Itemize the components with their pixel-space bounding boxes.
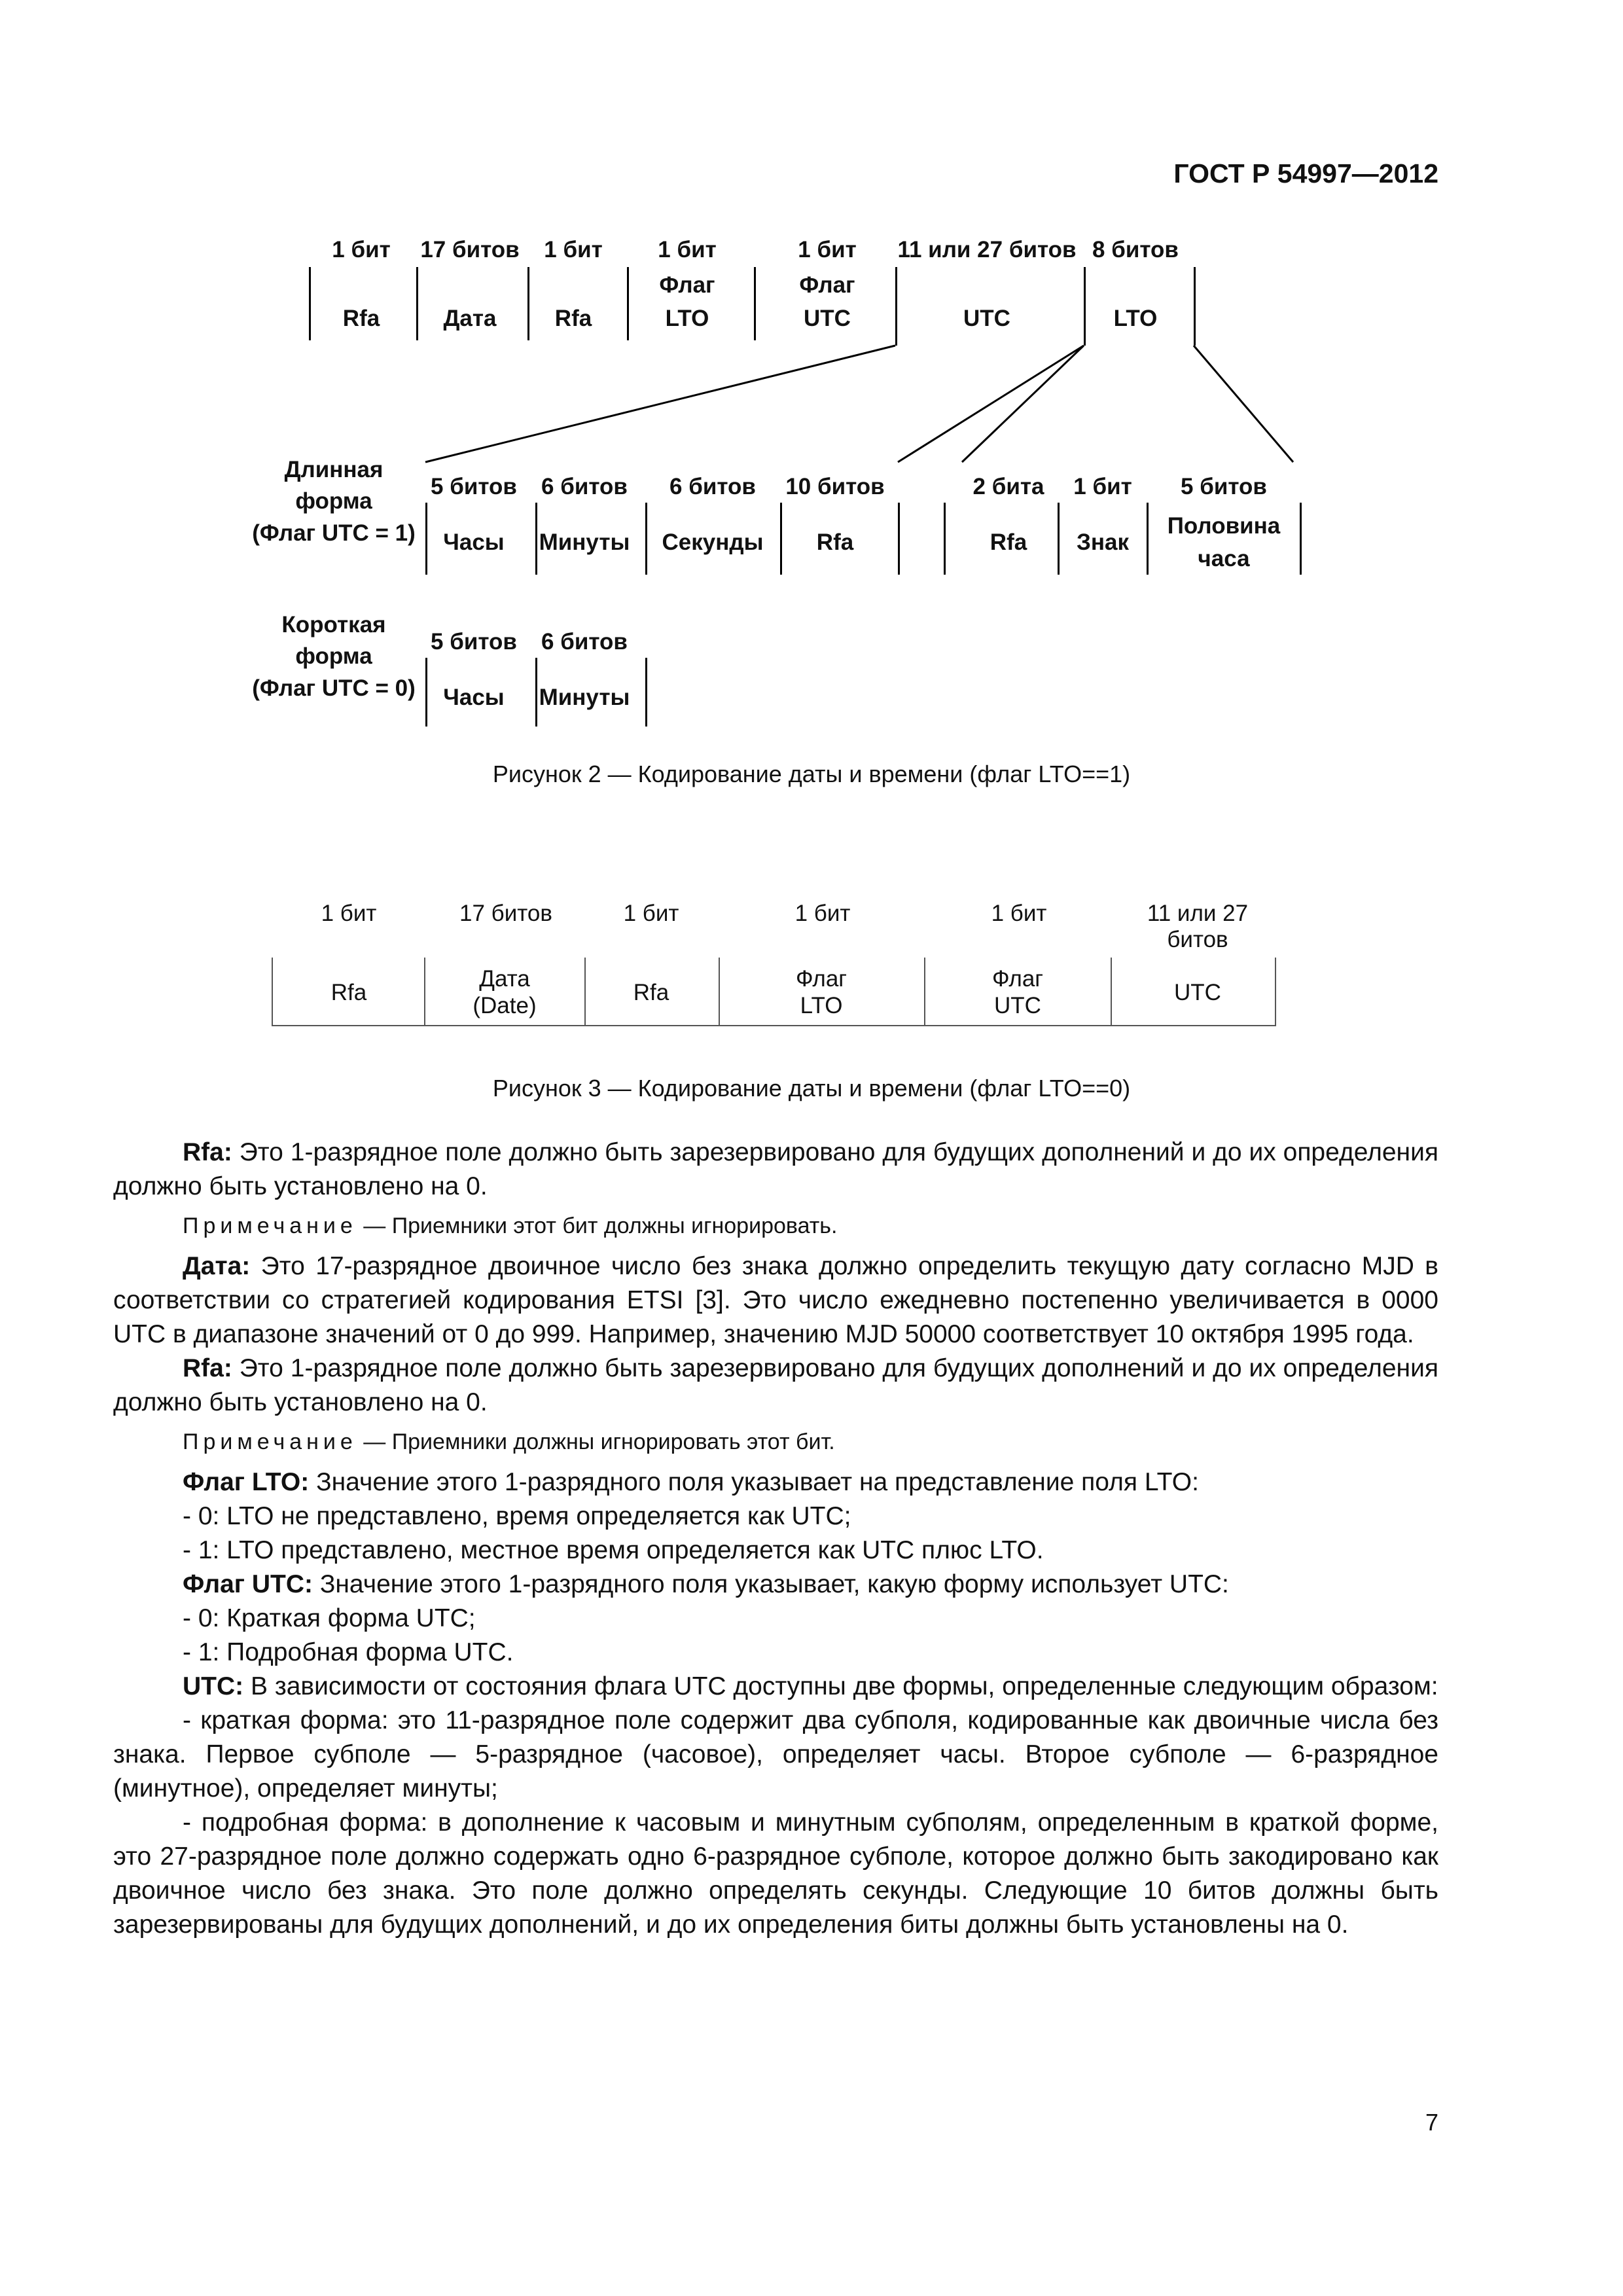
list-item: - 0: Краткая форма UTC; <box>183 1604 476 1632</box>
field-label: Флаг <box>799 272 855 298</box>
note-text: — Приемники должны игнорировать этот бит. <box>357 1429 835 1454</box>
field-divider <box>1147 503 1149 575</box>
long-form-title: форма <box>295 488 372 514</box>
field-divider <box>944 503 946 575</box>
field-label: UTC <box>994 993 1041 1018</box>
field-divider <box>425 503 427 575</box>
field-label: Минуты <box>539 685 630 710</box>
bits-label: 8 битов <box>1092 237 1179 262</box>
bits-label: 1 бит <box>1073 474 1132 499</box>
note-1 <box>113 1209 1438 1243</box>
body-text <box>113 1136 1438 1942</box>
bits-label: 6 битов <box>541 629 628 655</box>
paragraph-utc <box>113 1670 1438 1704</box>
term-lto-flag: Флаг LTO: <box>183 1468 310 1496</box>
bits-label: 5 битов <box>431 629 517 655</box>
short-form-title: Короткая <box>281 612 386 637</box>
term-utc: UTC: <box>183 1672 244 1700</box>
paragraph-short-form: - краткая форма: это 11-разрядное поле содержит два субполя, кодированные как двоичные числа без знака. Первое субполе — 5-разрядное (часовое), определяет часы. Второе субполе — 6-разрядное (минутное), определяет минуты; <box>113 1706 1438 1803</box>
field-divider <box>645 503 647 575</box>
cell-divider <box>924 958 925 1026</box>
field-divider <box>535 503 537 575</box>
field-label: Rfa <box>990 529 1027 555</box>
field-divider <box>425 658 427 726</box>
paragraph-text: Значение этого 1-разрядного поля указывает на представление поля LTO: <box>309 1468 1199 1496</box>
bits-label: 6 битов <box>541 474 628 499</box>
cell-divider <box>1111 958 1112 1026</box>
note-label: Примечание <box>183 1213 357 1238</box>
field-label: Знак <box>1076 529 1130 555</box>
field-divider <box>1300 503 1302 575</box>
field-label: Rfa <box>330 980 367 1005</box>
field-label: UTC <box>804 306 851 331</box>
figure-2-caption: Рисунок 2 — Кодирование даты и времени (флаг LTO==1) <box>492 761 1131 787</box>
field-divider <box>645 658 647 726</box>
list-item: - 1: LTO представлено, местное время определяется как UTC плюс LTO. <box>183 1536 1044 1564</box>
field-label: LTO <box>800 993 843 1018</box>
field-label: Дата <box>443 306 497 331</box>
field-label: часа <box>1198 546 1250 571</box>
paragraph-text: Это 1-разрядное поле должно быть зарезервировано для будущих дополнений и до их определения должно быть установлено на 0. <box>113 1354 1438 1416</box>
paragraph-rfa-2 <box>113 1352 1438 1420</box>
field-divider <box>535 658 537 726</box>
cell-divider <box>584 958 586 1026</box>
term-rfa: Rfa: <box>183 1138 232 1166</box>
term-rfa: Rfa: <box>183 1354 232 1382</box>
field-label: Флаг <box>659 272 715 298</box>
bits-label: 17 битов <box>420 237 520 262</box>
field-label: Минуты <box>539 529 630 555</box>
field-label: Rfa <box>554 306 592 331</box>
figure-3-table <box>272 958 1276 1026</box>
bits-label: битов <box>1167 927 1228 952</box>
bits-label: 1 бит <box>544 237 603 262</box>
field-label: UTC <box>1174 980 1221 1005</box>
bits-label: 1 бит <box>321 901 377 926</box>
long-form-title: Длинная <box>284 457 383 482</box>
paragraph-long-form: - подробная форма: в дополнение к часовым и минутным субполям, определенным в краткой форме, это 27-разрядное поле должно содержать одно 6-разрядное субполе, которое должно быть закодировано как двоичное число без знака. Это поле должно определять секунды. Следующие 10 битов должны быть зарезервированы для будущих дополнений, и до их определения биты должны быть установлены на 0. <box>113 1808 1438 1939</box>
field-label: Половина <box>1167 513 1281 539</box>
term-date: Дата: <box>183 1252 251 1280</box>
note-label: Примечание <box>183 1429 357 1454</box>
field-label: Флаг <box>991 966 1044 992</box>
field-label: Rfa <box>633 980 669 1005</box>
bits-label: 11 или 27 битов <box>897 237 1077 262</box>
cell-divider <box>424 958 425 1026</box>
paragraph-text: Это 1-разрядное поле должно быть зарезервировано для будущих дополнений и до их определения должно быть установлено на 0. <box>113 1138 1438 1200</box>
bits-label: 11 или 27 <box>1147 901 1249 926</box>
bits-label: 10 битов <box>785 474 885 499</box>
field-label: LTO <box>665 306 709 331</box>
paragraph-utc-flag <box>113 1568 1438 1602</box>
bits-label: 5 битов <box>431 474 517 499</box>
field-label: Часы <box>443 685 505 710</box>
field-label: (Date) <box>473 993 537 1018</box>
bits-label: 1 бит <box>623 901 679 926</box>
bits-label: 1 бит <box>991 901 1047 926</box>
field-divider <box>898 503 900 575</box>
paragraph-lto-flag <box>113 1465 1438 1499</box>
short-form-title: форма <box>295 643 372 669</box>
note-text: — Приемники этот бит должны игнорировать. <box>357 1213 838 1238</box>
field-label: Rfa <box>342 306 380 331</box>
field-label: LTO <box>1113 306 1158 331</box>
bits-label: 17 битов <box>459 901 552 926</box>
document-code: ГОСТ Р 54997—2012 <box>1173 158 1438 188</box>
term-utc-flag: Флаг UTC: <box>183 1570 313 1598</box>
paragraph-text: В зависимости от состояния флага UTC доступны две формы, определенные следующим образом: <box>243 1672 1438 1700</box>
field-label: Дата <box>479 966 530 992</box>
field-label: Флаг <box>795 966 847 992</box>
bits-label: 1 бит <box>332 237 391 262</box>
long-form-title: (Флаг UTC = 1) <box>252 520 416 546</box>
field-label: Rfa <box>816 529 854 555</box>
page-number: 7 <box>1425 2109 1438 2136</box>
field-label: Часы <box>443 529 505 555</box>
paragraph-rfa-1 <box>113 1136 1438 1204</box>
paragraph-date <box>113 1249 1438 1352</box>
bits-label: 6 битов <box>669 474 756 499</box>
paragraph-text: Это 17-разрядное двоичное число без знака должно определить текущую дату согласно MJD в соответствии со стратегией кодирования ETSI [3]. Это число ежедневно постепенно увеличивается в 0000 UTC в диапазоне значений от 0 до 999. Например, значению MJD 50000 соответствует 10 октября 1995 года. <box>113 1252 1438 1348</box>
field-divider <box>780 503 782 575</box>
cell-divider <box>719 958 720 1026</box>
bits-label: 1 бит <box>658 237 717 262</box>
bits-label: 5 битов <box>1181 474 1267 499</box>
bits-label: 2 бита <box>972 474 1044 499</box>
field-label: Секунды <box>662 529 764 555</box>
bits-label: 1 бит <box>798 237 857 262</box>
bits-label: 1 бит <box>794 901 851 926</box>
note-2 <box>113 1425 1438 1459</box>
figure-3-caption: Рисунок 3 — Кодирование даты и времени (флаг LTO==0) <box>492 1075 1131 1102</box>
list-item: - 1: Подробная форма UTC. <box>183 1638 514 1666</box>
field-divider <box>1058 503 1060 575</box>
field-label: UTC <box>963 306 1010 331</box>
list-item: - 0: LTO не представлено, время определяется как UTC; <box>183 1502 851 1530</box>
short-form-title: (Флаг UTC = 0) <box>252 675 416 701</box>
paragraph-text: Значение этого 1-разрядного поля указывает, какую форму использует UTC: <box>313 1570 1229 1598</box>
